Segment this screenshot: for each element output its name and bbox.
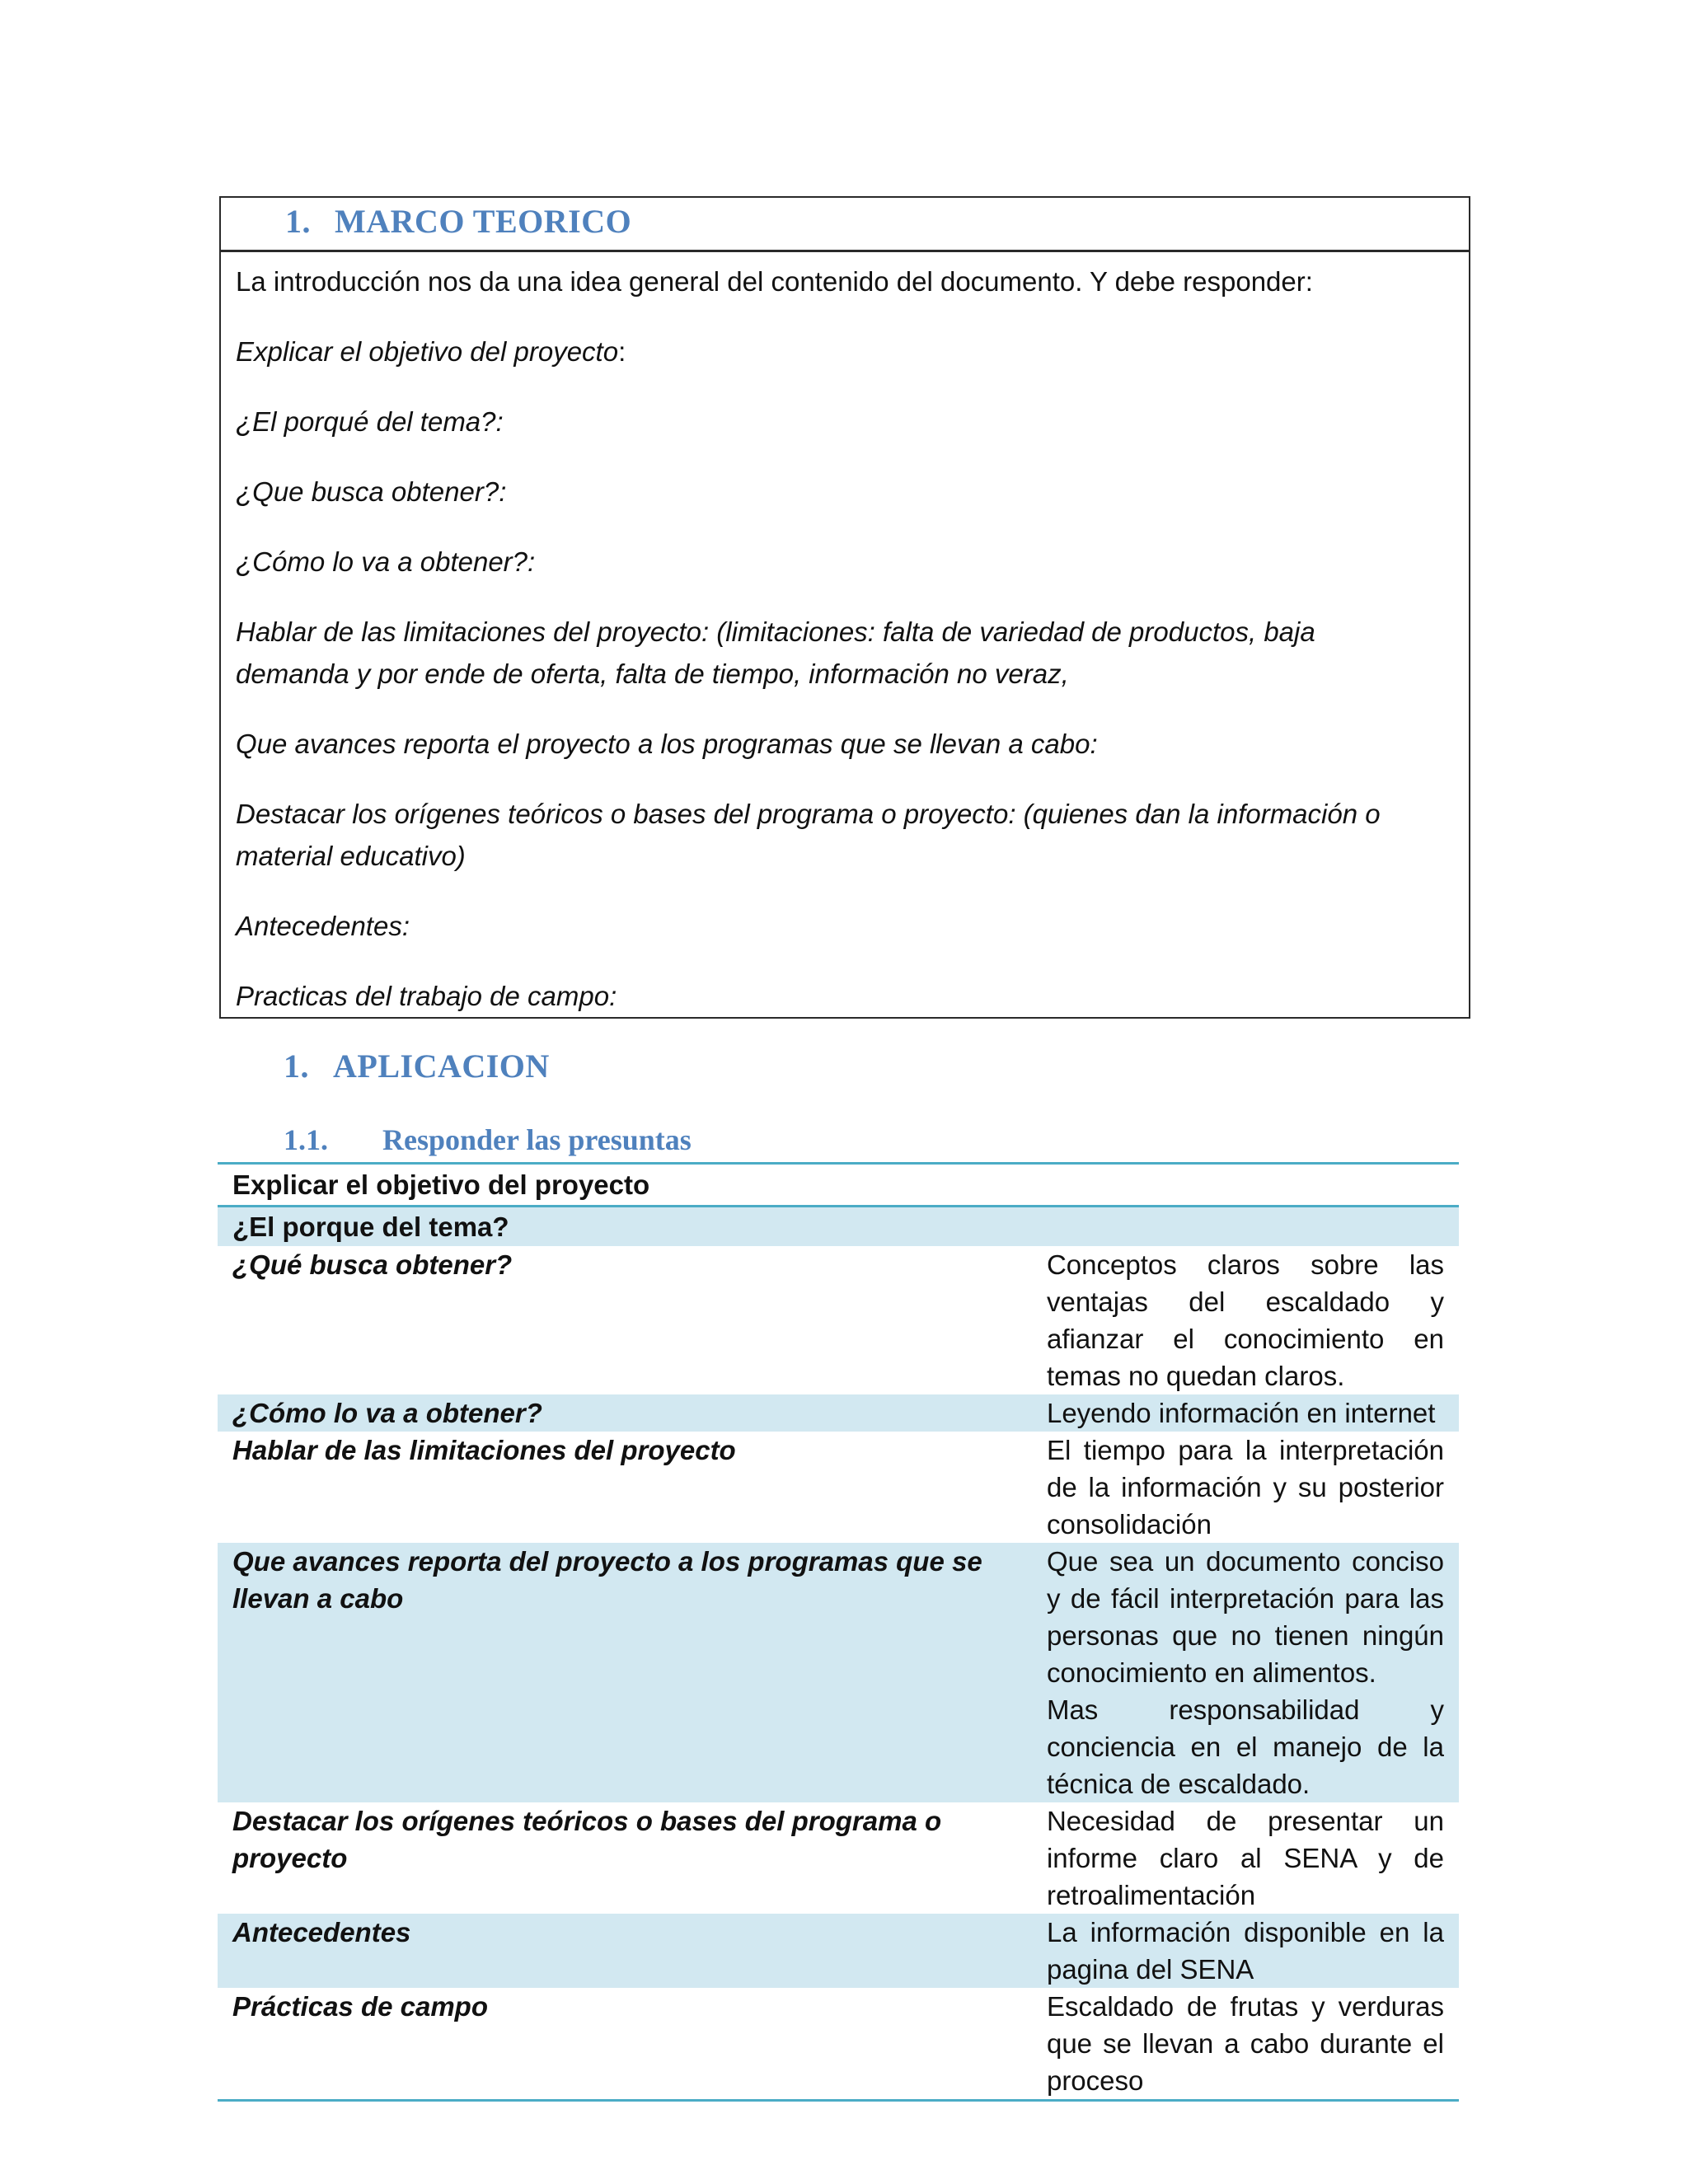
table-row [218,1914,1459,1988]
answer-paragraph-1: Que sea un documento conciso y de fácil interpretación para las personas que no tienen ningún conocimiento en alimentos. [1046,1546,1444,1688]
aplicacion-title: APLICACION [333,1047,550,1085]
table-row [218,1802,1459,1914]
aplicacion-heading [284,1047,550,1085]
answer-cell: Necesidad de presentar un informe claro al SENA y de retroalimentación [1046,1806,1444,1910]
aplicacion-number: 1. [284,1047,309,1085]
prompt-objetivo [236,330,1454,373]
heading-number: 1. [285,203,311,240]
prompt-limitaciones-line-2: demanda y por ende de oferta, falta de tiempo, información no veraz, [236,658,1069,689]
question-cell: Que avances reporta del proyecto a los programas que se llevan a cabo [218,1543,1032,1802]
prompt-origenes-line-2: material educativo) [236,841,466,871]
prompt-que-busca: ¿Que busca obtener?: [236,476,507,507]
prompt-porque: ¿El porqué del tema?: [236,406,504,437]
question-cell: Destacar los orígenes teóricos o bases del programa o proyecto [232,1806,942,1873]
intro-text: La introducción nos da una idea general del contenido del documento. Y debe responder: [236,266,1313,297]
question-cell: Antecedentes [218,1914,1032,1988]
table-row [218,1246,1459,1394]
prompt-limitaciones-line-1: Hablar de las limitaciones del proyecto: (limitaciones: falta de variedad de productos, baja [236,616,1315,647]
answer-cell: La información disponible en la pagina del SENA [1032,1914,1459,1988]
table-row [218,1988,1459,2101]
answer-cell: Leyendo información en internet [1032,1394,1459,1432]
questions-table [218,1162,1459,2102]
subsection-title: Responder las presuntas [382,1123,692,1156]
question-cell: ¿El porque del tema? [218,1207,1459,1247]
question-cell: ¿Qué busca obtener? [232,1249,513,1280]
question-cell: ¿Cómo lo va a obtener? [218,1394,1032,1432]
table-row [218,1432,1459,1543]
answer-cell [1032,1543,1459,1802]
prompt-practicas: Practicas del trabajo de campo: [236,981,617,1011]
prompt-antecedentes: Antecedentes: [236,911,410,941]
marco-teorico-box [219,196,1470,1019]
answer-paragraph-2: Mas responsabilidad y conciencia en el manejo de la técnica de escaldado. [1046,1694,1444,1799]
prompt-avances: Que avances reporta el proyecto a los programas que se llevan a cabo: [236,729,1098,759]
question-cell: Prácticas de campo [232,1991,488,2022]
prompt-objetivo-colon: : [618,336,626,367]
question-cell: Explicar el objetivo del proyecto [218,1164,1459,1207]
answer-cell: El tiempo para la interpretación de la información y su posterior consolidación [1046,1435,1444,1540]
marco-teorico-heading [285,202,631,241]
marco-teorico-body [221,252,1469,1017]
prompt-origenes [236,793,1454,877]
table-row [218,1164,1459,1207]
answer-cell: Conceptos claros sobre las ventajas del escaldado y afianzar el conocimiento en temas no quedan claros. [1046,1249,1444,1391]
table-row [218,1394,1459,1432]
prompt-limitaciones [236,611,1454,695]
subsection-heading [284,1122,692,1157]
marco-teorico-header [221,198,1469,252]
heading-title: MARCO TEORICO [335,203,632,240]
answer-cell: Escaldado de frutas y verduras que se llevan a cabo durante el proceso [1046,1991,1444,2096]
table-row [218,1543,1459,1802]
question-cell: Hablar de las limitaciones del proyecto [232,1435,736,1465]
prompt-como: ¿Cómo lo va a obtener?: [236,546,536,577]
table-row [218,1207,1459,1247]
prompt-origenes-line-1: Destacar los orígenes teóricos o bases del programa o proyecto: (quienes dan la información o [236,799,1381,829]
subsection-number: 1.1. [284,1123,328,1156]
prompt-objetivo-text: Explicar el objetivo del proyecto [236,336,619,367]
